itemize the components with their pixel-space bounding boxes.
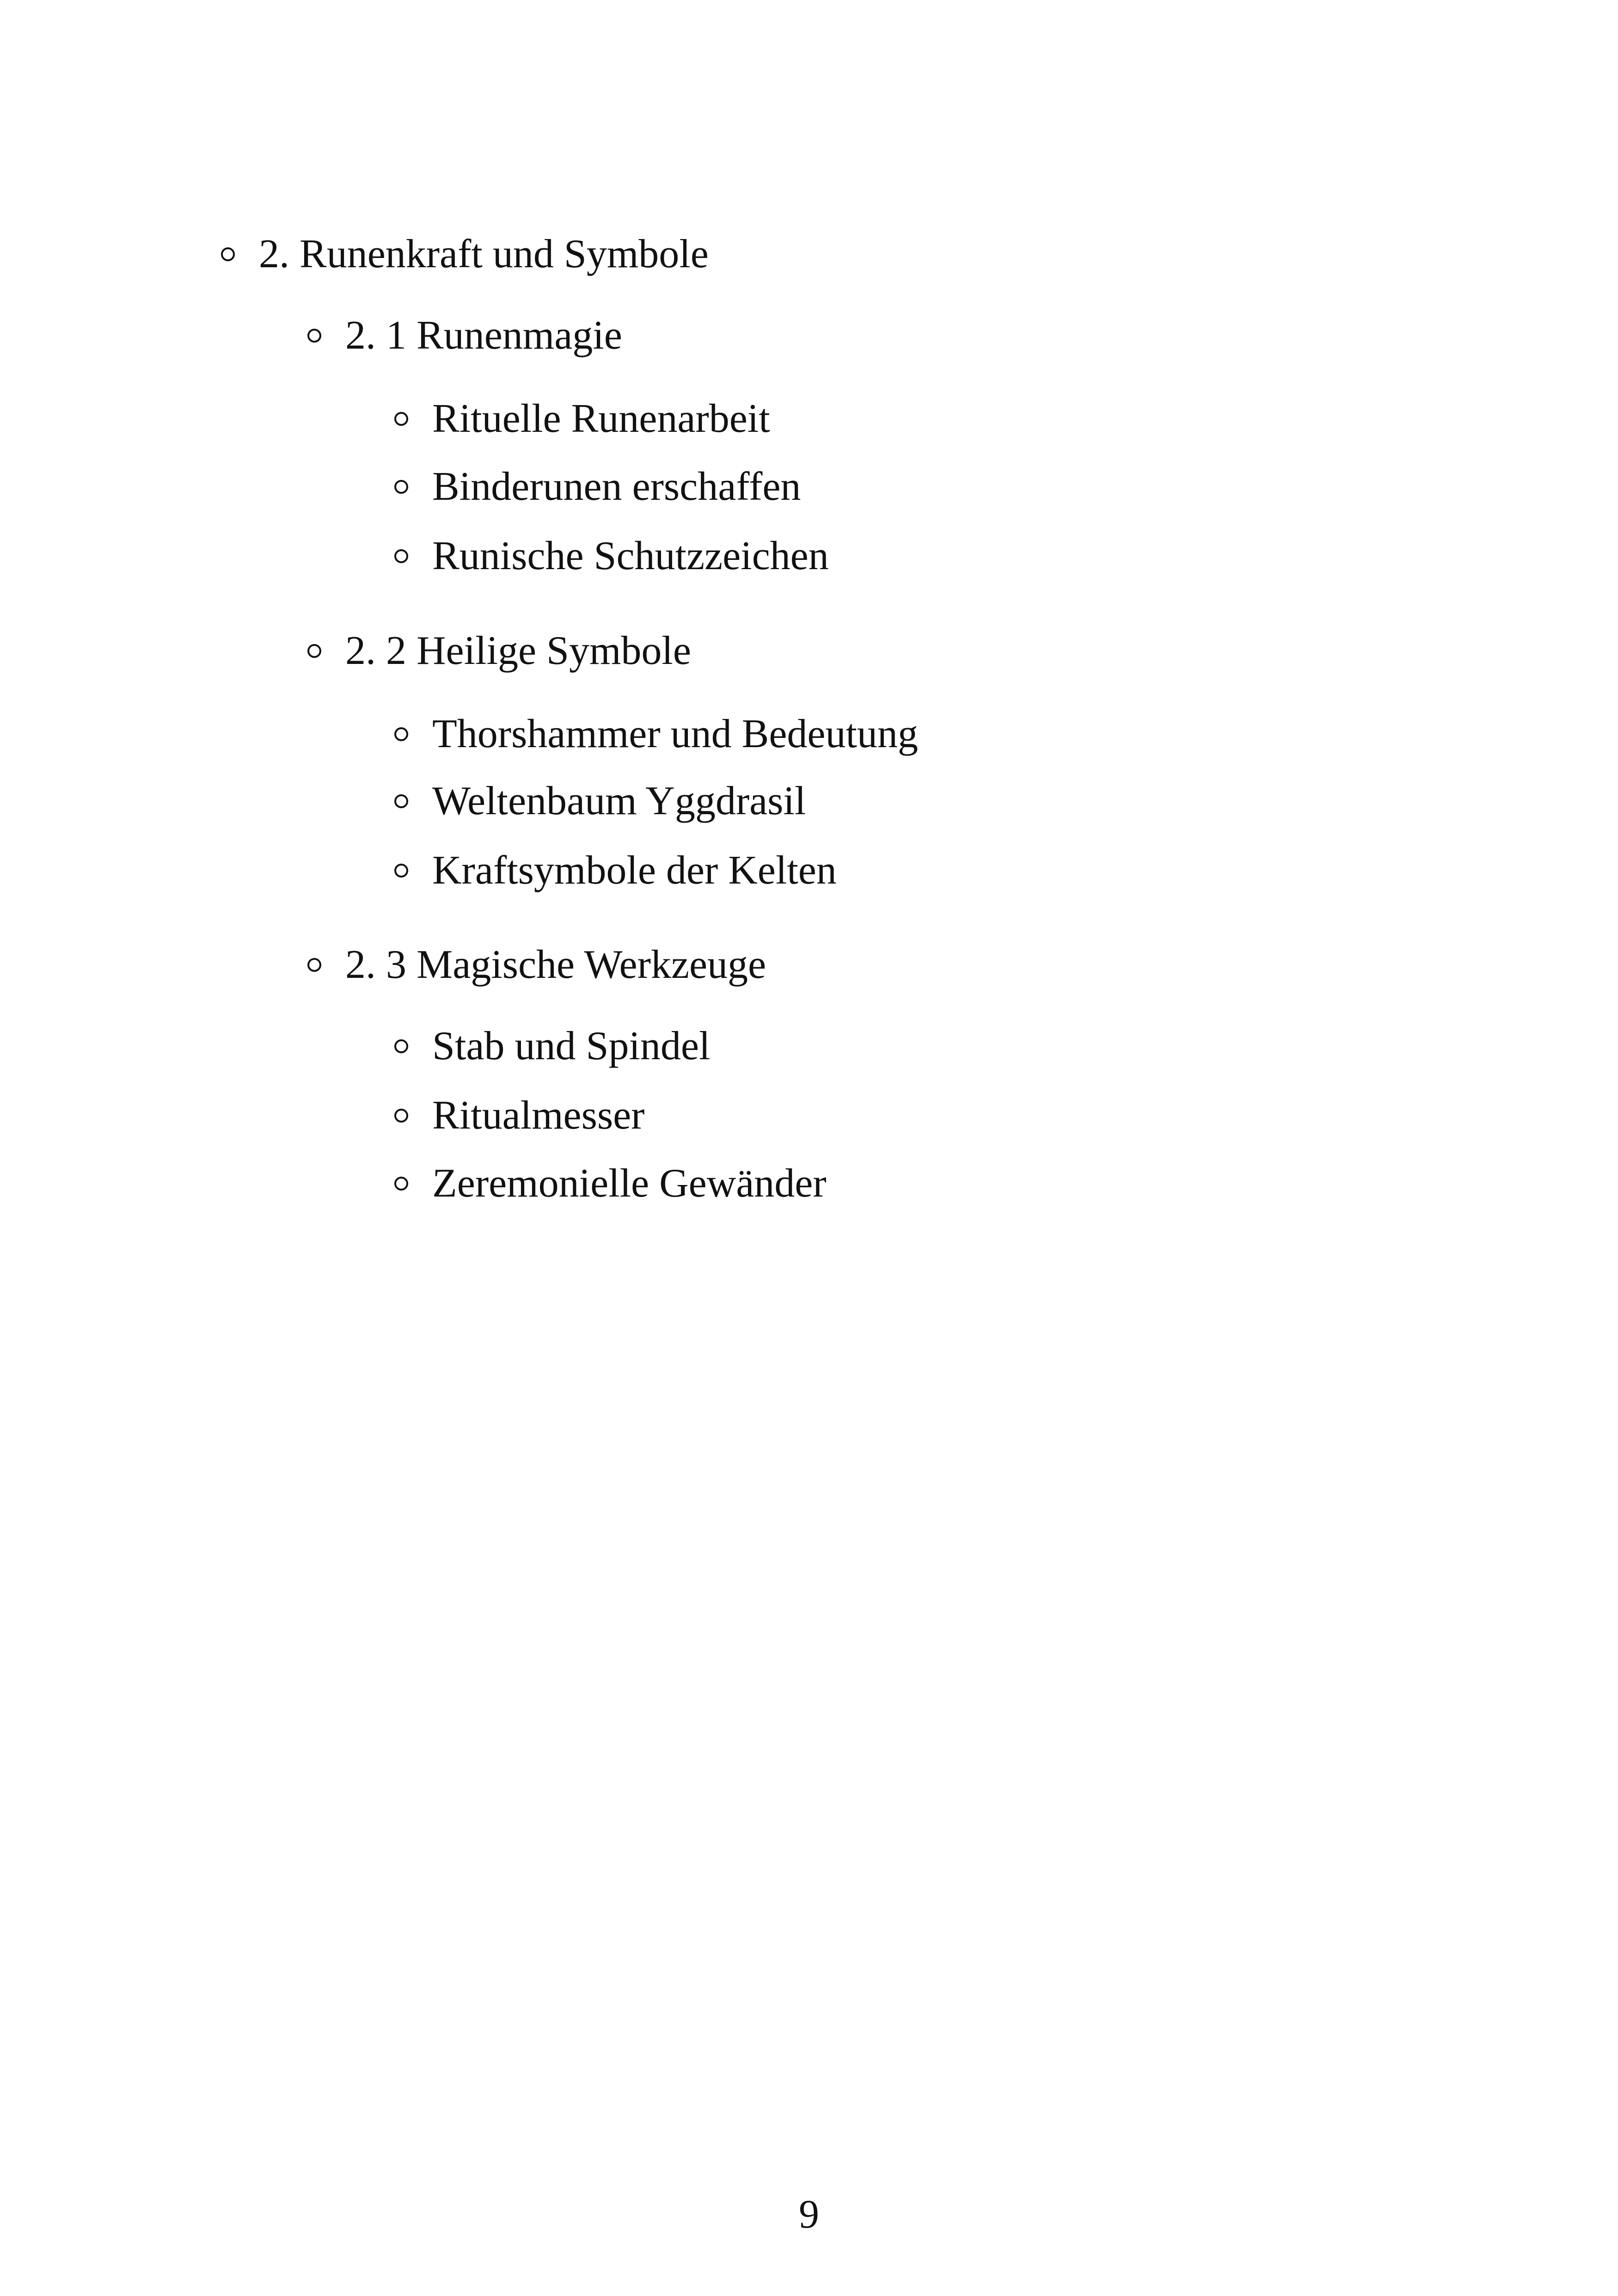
hollow-circle-icon bbox=[394, 794, 408, 808]
toc-entry-item bbox=[394, 396, 770, 442]
toc-entry-label: Thorshammer und Bedeutung bbox=[432, 712, 918, 756]
toc-entry-subsection bbox=[307, 942, 766, 988]
hollow-circle-icon bbox=[394, 480, 408, 494]
toc-entry-item bbox=[394, 1093, 644, 1139]
hollow-circle-icon bbox=[394, 1177, 408, 1191]
toc-entry-label: Stab und Spindel bbox=[432, 1024, 711, 1068]
toc-entry-label: Binderunen erschaffen bbox=[432, 464, 801, 509]
toc-entry-item bbox=[394, 533, 829, 579]
toc-entry-label: Rituelle Runenarbeit bbox=[432, 396, 770, 441]
toc-entry-label: Runische Schutzzeichen bbox=[432, 534, 829, 578]
toc-entry-item bbox=[394, 847, 837, 894]
toc-entry-label: Zeremonielle Gewänder bbox=[432, 1161, 827, 1206]
hollow-circle-icon bbox=[394, 864, 408, 878]
toc-entry-label: 2. 3 Magische Werkzeuge bbox=[345, 942, 766, 987]
toc-entry-label: 2. 2 Heilige Symbole bbox=[345, 628, 691, 673]
toc-entry-label: 2. Runenkraft und Symbole bbox=[259, 232, 709, 276]
toc-entry-subsection bbox=[307, 628, 691, 674]
page-number: 9 bbox=[799, 2192, 819, 2237]
hollow-circle-icon bbox=[394, 727, 408, 741]
toc-entry-item bbox=[394, 1023, 710, 1069]
hollow-circle-icon bbox=[307, 644, 321, 658]
hollow-circle-icon bbox=[394, 412, 408, 426]
toc-entry-label: Weltenbaum Yggdrasil bbox=[432, 779, 806, 823]
toc-entry-section bbox=[221, 231, 709, 277]
toc-entry-label: Ritualmesser bbox=[432, 1093, 645, 1138]
toc-entry-label: 2. 1 Runenmagie bbox=[345, 313, 622, 358]
toc-entry-item bbox=[394, 464, 801, 510]
toc-entry-item bbox=[394, 711, 918, 757]
toc-entry-item bbox=[394, 1160, 827, 1207]
hollow-circle-icon bbox=[307, 329, 321, 343]
toc-entry-item bbox=[394, 778, 806, 824]
hollow-circle-icon bbox=[221, 247, 235, 261]
hollow-circle-icon bbox=[394, 1039, 408, 1053]
toc-entry-label: Kraftsymbole der Kelten bbox=[432, 848, 837, 893]
hollow-circle-icon bbox=[307, 958, 321, 972]
toc-entry-subsection bbox=[307, 313, 622, 359]
hollow-circle-icon bbox=[394, 549, 408, 563]
hollow-circle-icon bbox=[394, 1109, 408, 1123]
